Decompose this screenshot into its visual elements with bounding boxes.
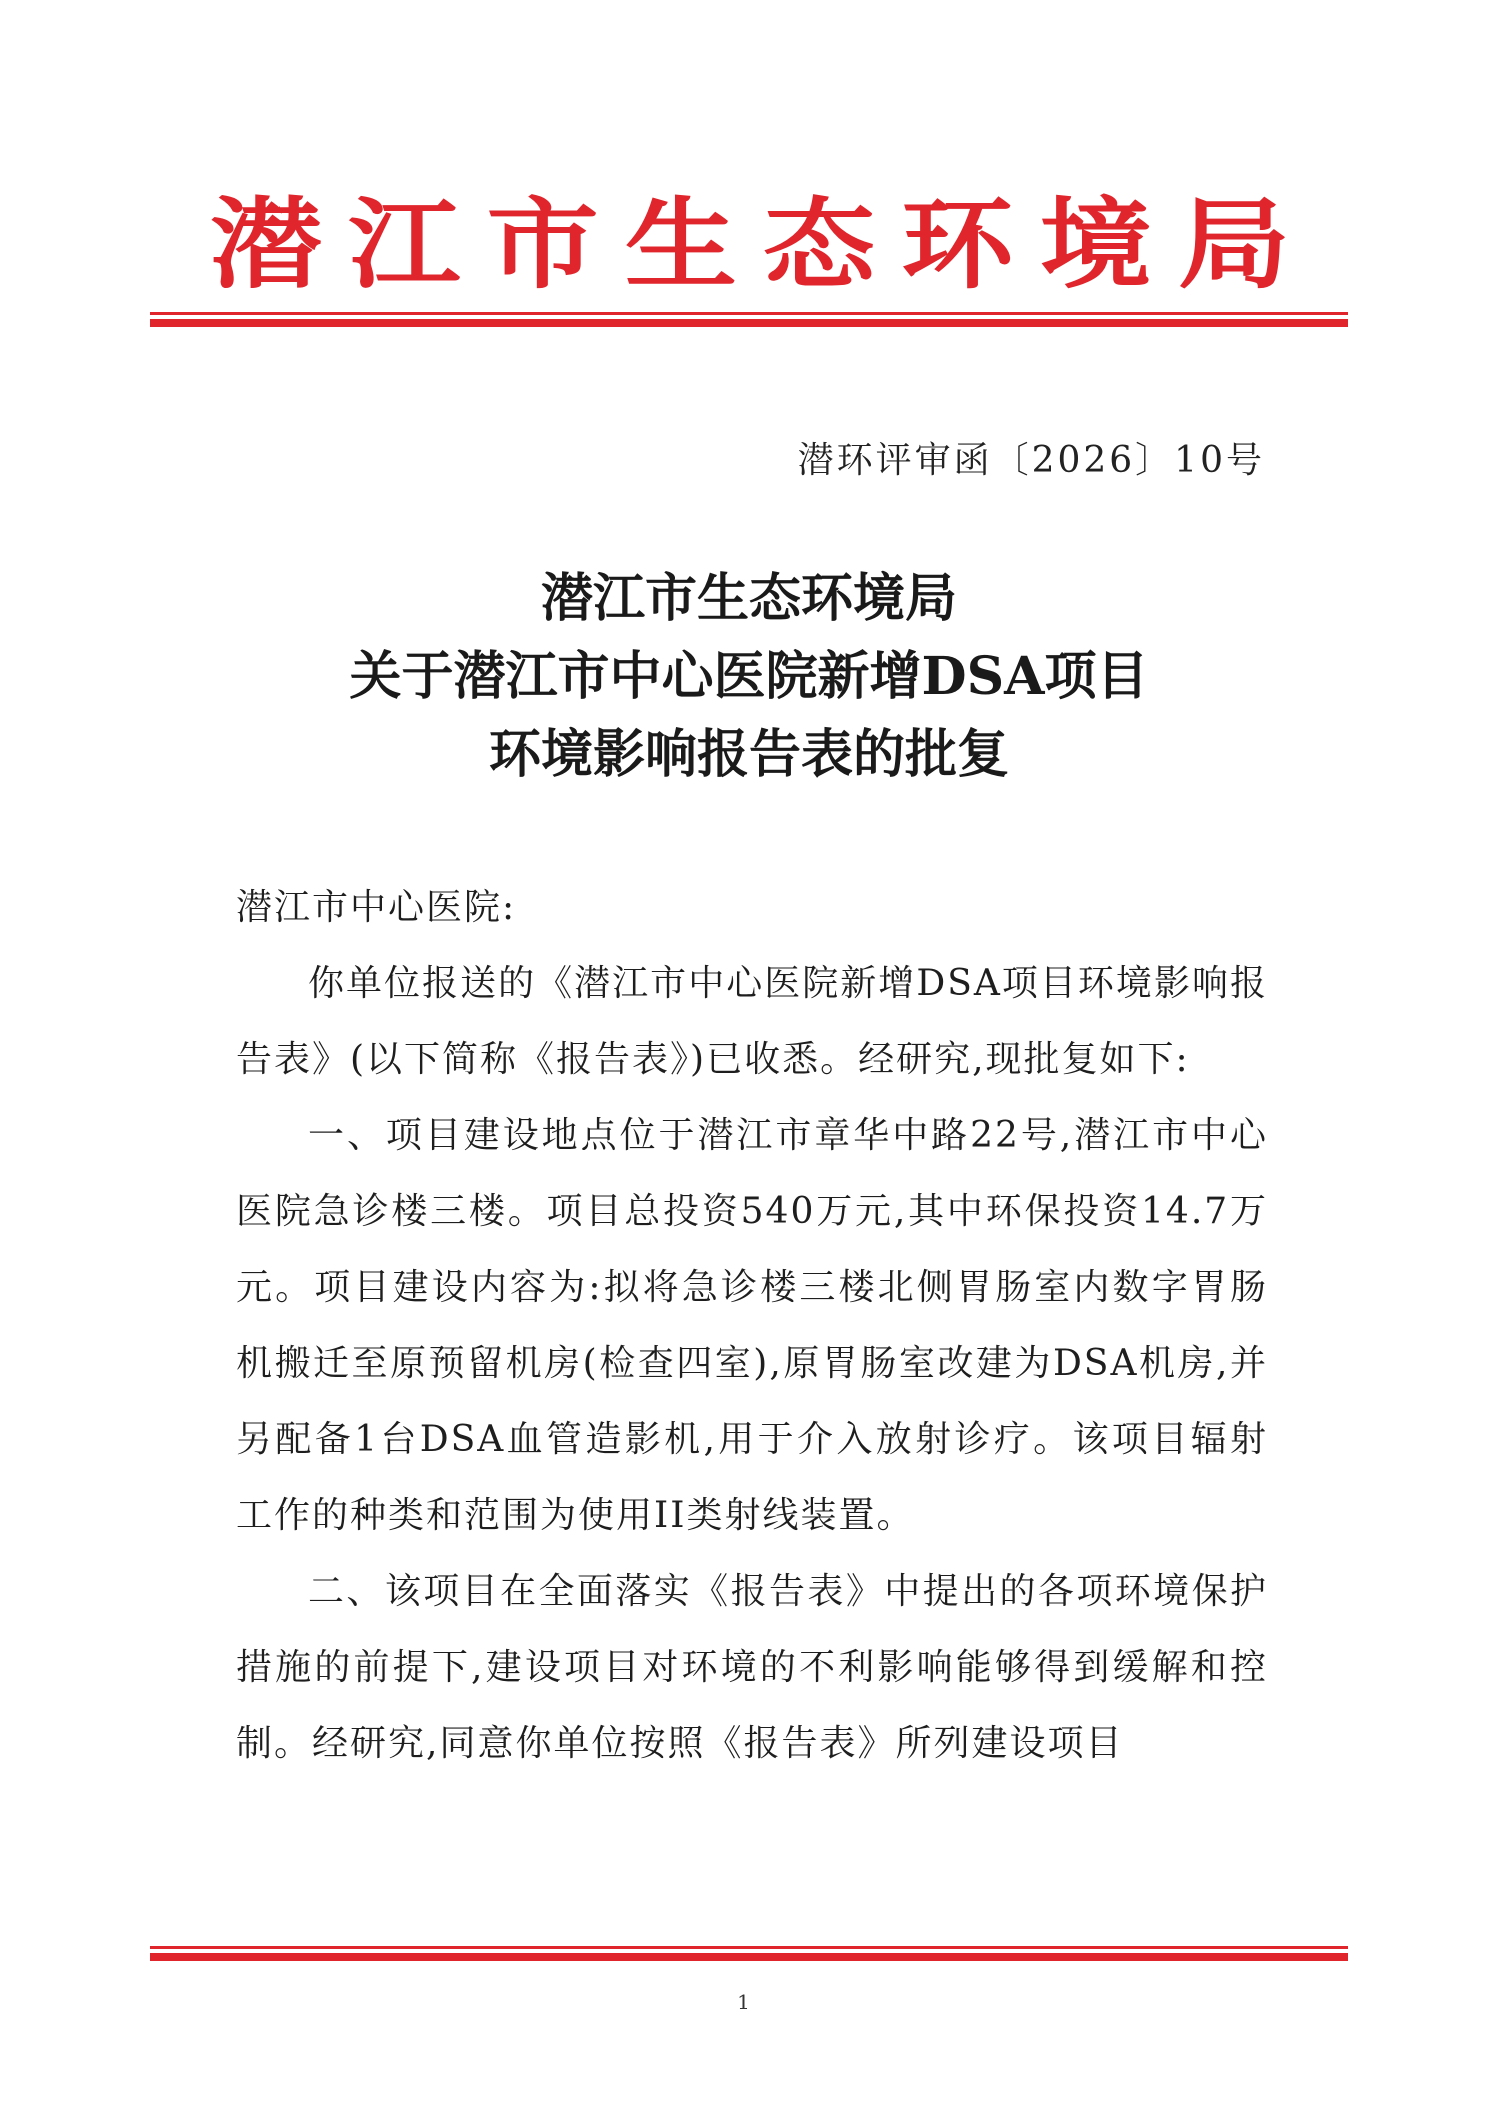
header-red-rule bbox=[150, 312, 1348, 327]
masthead-char: 境 bbox=[1039, 186, 1152, 303]
masthead-char: 江 bbox=[348, 186, 461, 303]
title-line-1: 潜江市生态环境局 bbox=[540, 568, 957, 629]
document-body bbox=[236, 870, 1268, 1782]
page-number: 1 bbox=[737, 1990, 750, 2014]
masthead-char: 潜 bbox=[210, 186, 322, 303]
footer-red-rule bbox=[150, 1946, 1348, 1961]
document-number: 潜环评审函〔2026〕10号 bbox=[797, 440, 1265, 481]
paragraph-intro: 你单位报送的《潜江市中心医院新增DSA项目环境影响报告表》(以下简称《报告表》)已收悉。经研究,现批复如下: bbox=[236, 963, 1268, 1080]
masthead-char: 生 bbox=[624, 186, 737, 303]
paragraph-item-2: 二、该项目在全面落实《报告表》中提出的各项环境保护措施的前提下,建设项目对环境的不利影响能够得到缓解和控制。经研究,同意你单位按照《报告表》所列建设项目 bbox=[236, 1571, 1268, 1764]
salutation: 潜江市中心医院: bbox=[236, 887, 517, 928]
masthead-char: 态 bbox=[763, 186, 876, 303]
title-line-2: 关于潜江市中心医院新增DSA项目 bbox=[349, 646, 1149, 707]
document-title bbox=[150, 560, 1348, 794]
masthead-title bbox=[210, 185, 1290, 305]
paragraph-item-1: 一、项目建设地点位于潜江市章华中路22号,潜江市中心医院急诊楼三楼。项目总投资540万元,其中环保投资14.7万元。项目建设内容为:拟将急诊楼三楼北侧胃肠室内数字胃肠机搬迁至原预留机房(检查四室),原胃肠室改建为DSA机房,并另配备1台DSA血管造影机,用于介入放射诊疗。该项目辐射工作的种类和范围为使用II类射线装置。 bbox=[236, 1115, 1268, 1536]
masthead-char: 市 bbox=[486, 186, 599, 303]
masthead-char: 环 bbox=[901, 186, 1014, 303]
title-line-3: 环境影响报告表的批复 bbox=[488, 724, 1009, 785]
masthead-char: 局 bbox=[1177, 186, 1290, 303]
